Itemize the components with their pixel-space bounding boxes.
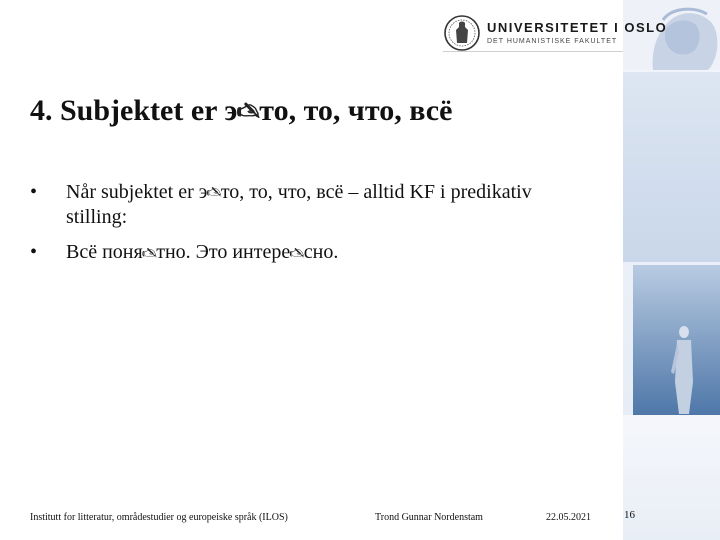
university-seal-icon [443, 14, 481, 52]
statue-figure-image [669, 322, 699, 414]
bullet-1-text-part-2: то, то, что, всё – alltid KF i predikativ stilling: [66, 181, 532, 229]
bullet-item [30, 240, 550, 265]
bullet-list [30, 180, 550, 277]
side-decoration [623, 0, 720, 540]
side-panel-bottom-band [623, 415, 720, 540]
bullet-1-text-part-1: Når subjektet er э [66, 181, 208, 203]
stress-mark-icon: 🖎 [236, 98, 261, 123]
footer-date: 22.05.2021 [546, 512, 591, 523]
bullet-dot-icon: • [30, 181, 38, 203]
side-panel-light-band [623, 72, 720, 262]
bullet-item [30, 180, 550, 229]
stress-mark-icon: 🖎 [289, 245, 305, 261]
faculty-name: DET HUMANISTISKE FAKULTET [487, 38, 618, 45]
bullet-2-text-part-2: тно. Это интере [156, 241, 291, 264]
university-name: UNIVERSITETET I OSLO [487, 20, 668, 35]
slide-title [30, 94, 452, 130]
slide-number: 16 [624, 509, 635, 521]
title-text-part-1: 4. Subjektet er э [30, 94, 238, 127]
bullet-dot-icon: • [30, 241, 38, 264]
stress-mark-icon: 🖎 [141, 245, 158, 261]
sculpture-head-image [623, 0, 720, 70]
header-divider [443, 51, 623, 52]
bullet-2-text-part-1: Всё поня [66, 241, 143, 264]
bullet-2-text-part-3: сно. [303, 241, 339, 264]
stress-mark-icon: 🖎 [206, 185, 222, 201]
university-logo [443, 14, 668, 54]
footer-institute: Institutt for litteratur, områdestudier og europeiske språk (ILOS) [30, 512, 288, 523]
title-text-part-2: то, то, что, всё [259, 94, 453, 127]
footer-author: Trond Gunnar Nordenstam [375, 512, 483, 523]
